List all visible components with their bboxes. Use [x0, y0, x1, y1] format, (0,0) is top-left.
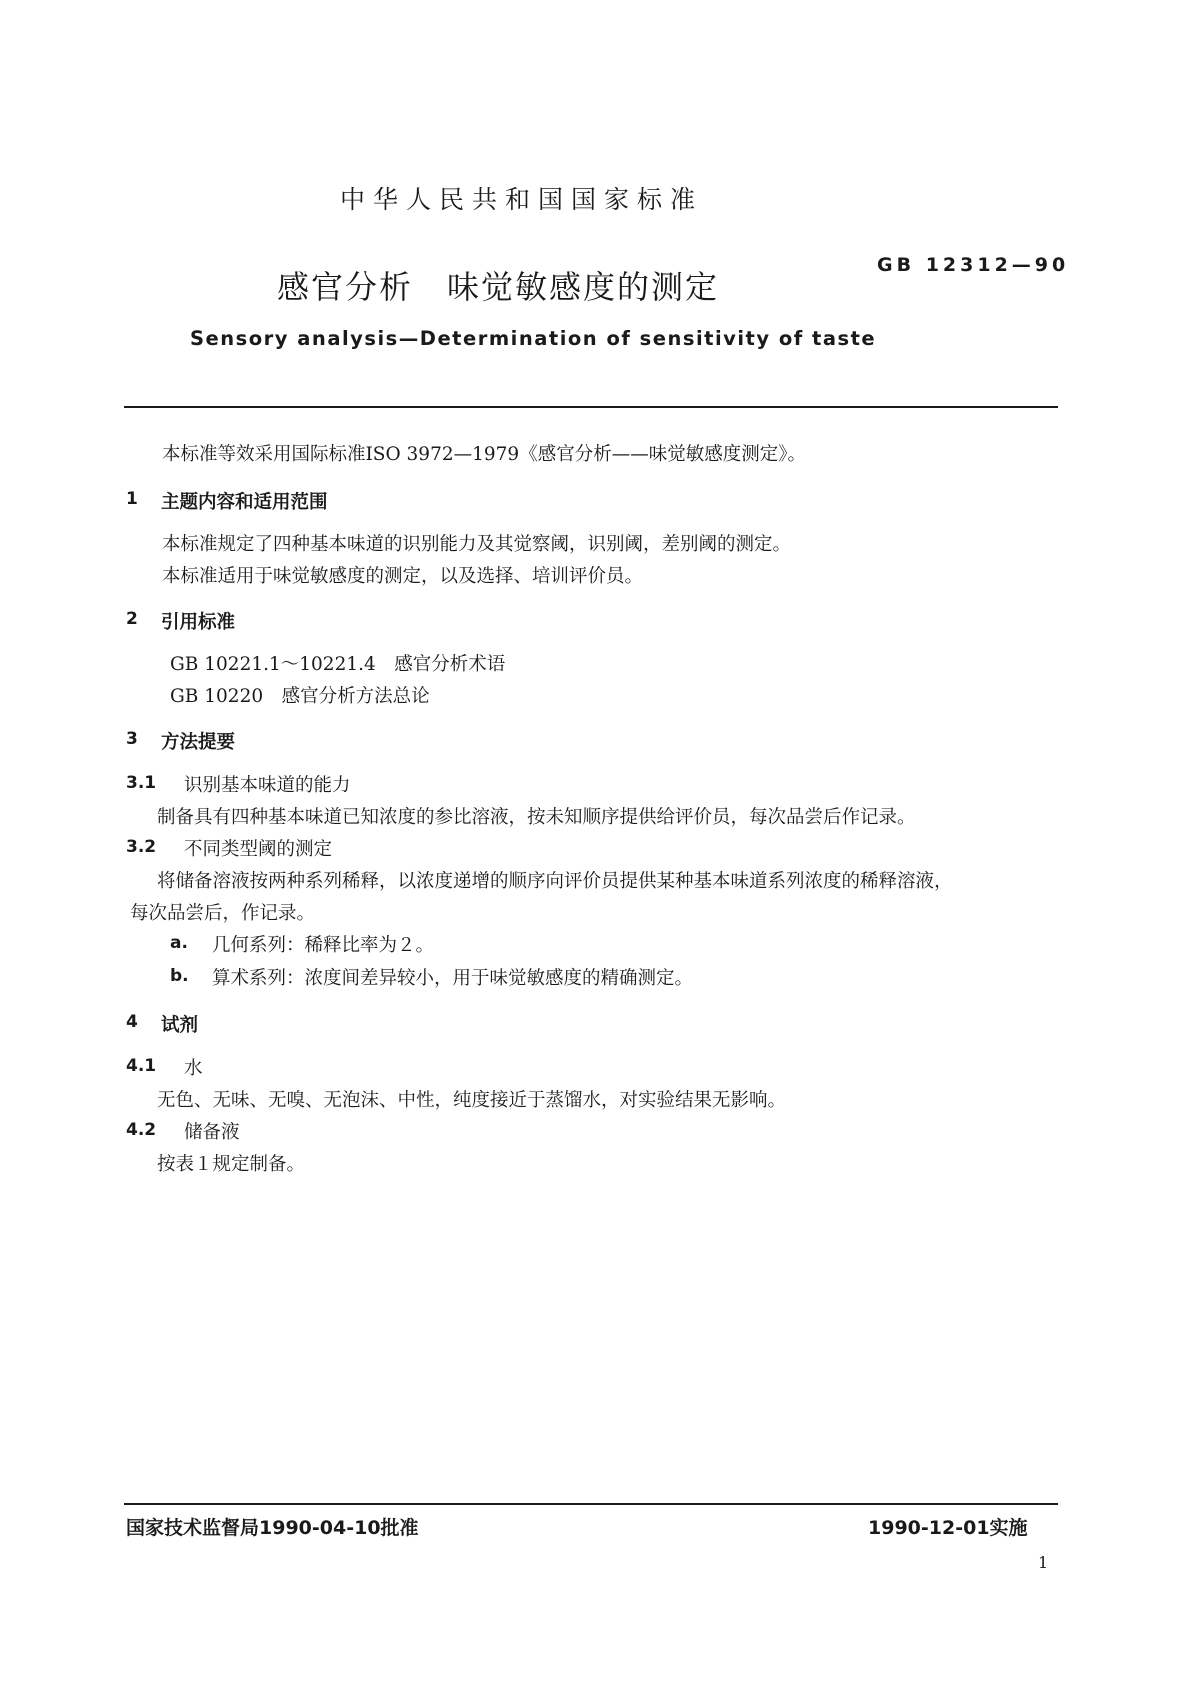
section-3-title: 方法提要	[161, 732, 236, 753]
footer-divider	[124, 1503, 1058, 1505]
intro-paragraph: 本标准等效采用国际标准ISO 3972—1979《感官分析——味觉敏感度测定》。	[162, 444, 806, 465]
issuing-authority-heading: 中华人民共和国国家标准	[340, 185, 704, 214]
section-4-2-paragraph: 按表１规定制备。	[157, 1154, 306, 1175]
section-3-1-number: 3.1	[126, 773, 157, 793]
section-3-2-paragraph-line-2: 每次品尝后，作记录。	[130, 903, 316, 924]
reference-2: GB 10220 感官分析方法总论	[170, 686, 430, 707]
section-4-title: 试剂	[161, 1015, 199, 1036]
section-3-2-title: 不同类型阈的测定	[184, 839, 333, 860]
list-item-a-label: a.	[170, 933, 188, 953]
page-number: 1	[1038, 1553, 1049, 1572]
section-3-1-title: 识别基本味道的能力	[184, 775, 351, 796]
section-4-2-title: 储备液	[184, 1122, 240, 1143]
section-4-2-number: 4.2	[126, 1120, 157, 1140]
list-item-a-text: 几何系列：稀释比率为２。	[212, 935, 435, 956]
section-4-number: 4	[126, 1012, 138, 1032]
effective-date: 1990-12-01实施	[868, 1517, 1028, 1539]
section-3-1-paragraph: 制备具有四种基本味道已知浓度的参比溶液，按未知顺序提供给评价员，每次品尝后作记录。	[157, 807, 916, 828]
section-3-2-number: 3.2	[126, 837, 157, 857]
approval-date: 国家技术监督局1990-04-10批准	[126, 1517, 419, 1539]
section-1-title: 主题内容和适用范围	[161, 492, 328, 513]
section-4-1-paragraph: 无色、无味、无嗅、无泡沫、中性，纯度接近于蒸馏水，对实验结果无影响。	[157, 1090, 787, 1111]
section-1-paragraph-2: 本标准适用于味觉敏感度的测定，以及选择、培训评价员。	[162, 566, 644, 587]
section-1-paragraph-1: 本标准规定了四种基本味道的识别能力及其觉察阈，识别阈，差别阈的测定。	[162, 534, 792, 555]
section-4-1-number: 4.1	[126, 1056, 157, 1076]
list-item-b-label: b.	[170, 966, 189, 986]
section-4-1-title: 水	[184, 1058, 203, 1079]
standard-code: GB 12312—90	[877, 254, 1070, 276]
section-1-number: 1	[126, 489, 138, 509]
list-item-b-text: 算术系列：浓度间差异较小，用于味觉敏感度的精确测定。	[212, 968, 694, 989]
header-divider	[124, 406, 1058, 408]
section-2-number: 2	[126, 609, 138, 629]
section-2-title: 引用标准	[161, 612, 236, 633]
reference-1: GB 10221.1～10221.4 感官分析术语	[170, 654, 506, 675]
document-title-en: Sensory analysis—Determination of sensitivity of taste	[190, 327, 877, 350]
document-title-cn: 感官分析 味觉敏感度的测定	[277, 268, 720, 306]
section-3-number: 3	[126, 729, 138, 749]
section-3-2-paragraph-line-1: 将储备溶液按两种系列稀释，以浓度递增的顺序向评价员提供某种基本味道系列浓度的稀释溶液，	[157, 871, 953, 892]
